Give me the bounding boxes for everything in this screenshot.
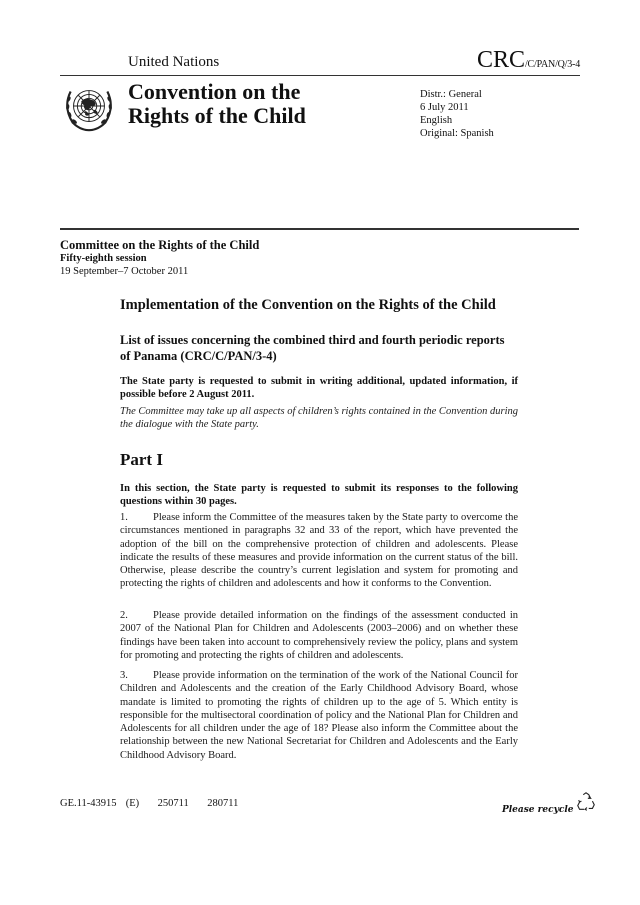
committee-name: Committee on the Rights of the Child [60,238,260,252]
symbol-sub: /C/PAN/Q/3-4 [524,59,580,70]
document-symbol [477,47,580,74]
part-title: Part I [120,450,163,469]
date-line: 6 July 2011 [420,102,469,113]
recycle-icon [575,791,597,815]
committee-block [60,238,259,278]
section-rule [60,228,579,230]
session-label: Fifty-eighth session [60,253,147,264]
paragraph-2 [120,609,518,662]
document-subheading: List of issues concerning the combined third and fourth periodic reports of Panama (CRC/C/PAN/3-4) [120,333,505,363]
title-line-1: Convention on the [128,79,301,104]
paragraph-1 [120,511,518,591]
distribution-line: Distr.: General [420,89,482,100]
language-line: English [420,115,453,126]
original-language-line: Original: Spanish [420,128,494,139]
paragraph-text: Please inform the Committee of the measures taken by the State party to overcome the circumstances mentioned in paragraphs 32 and 33 of the report, which have prevented the adoption of the bill on the comprehensive protection of children and adolescents. Please indicate the results of these measures and provide information on the current status of the bill. Otherwise, please describe the country’s current legislation and system for promoting and protecting the rights of children and adolescents and how it conforms to the Convention. [120,512,518,590]
recycle-label: Please recycle [502,805,574,815]
paragraph-number: 3. [120,670,128,681]
convention-title [128,80,306,128]
paragraph-number: 1. [120,512,128,523]
header-rule [60,75,580,76]
submission-request: The State party is requested to submit in writing additional, updated information, if possible before 2 August 2011. [120,376,518,400]
committee-note: The Committee may take up all aspects of children’s rights contained in the Convention during the dialogue with the State party. [120,406,518,430]
paragraph-3 [120,669,518,762]
un-emblem-icon [60,78,118,136]
job-number: GE.11-43915 (E) 250711 280711 [60,798,239,809]
title-line-2: Rights of the Child [128,103,306,128]
part-intro: In this section, the State party is requested to submit its responses to the following questions within 30 pages. [120,483,518,507]
organization-label: United Nations [128,54,220,70]
paragraph-text: Please provide information on the termination of the work of the National Council for Children and Adolescents and the creation of the Early Childhood Advisory Board, whose mandate is limited to promoting the rights of children up to the age of 5. Which entity is responsible for the multisectoral coordination of policy and the National Plan for Children and Adolescents for all children under the age of 18? Please also inform the Committee about the relationship between the new National Secretariat for Children and Adolescents and the Early Childhood Advisory Board. [120,670,518,761]
paragraph-number: 2. [120,610,128,621]
session-dates: 19 September–7 October 2011 [60,266,189,277]
paragraph-text: Please provide detailed information on the findings of the assessment conducted in 2007 of the National Plan for Children and Adolescents (2003–2006) and on whether these findings have been taken into account to comprehensively review the policy, plans and system for promoting and protecting the rights of children and adolescents. [120,610,518,661]
symbol-main: CRC [476,47,525,73]
recycle-notice [502,791,597,815]
distribution-block [420,88,494,140]
document-heading: Implementation of the Convention on the Rights of the Child [120,297,496,313]
